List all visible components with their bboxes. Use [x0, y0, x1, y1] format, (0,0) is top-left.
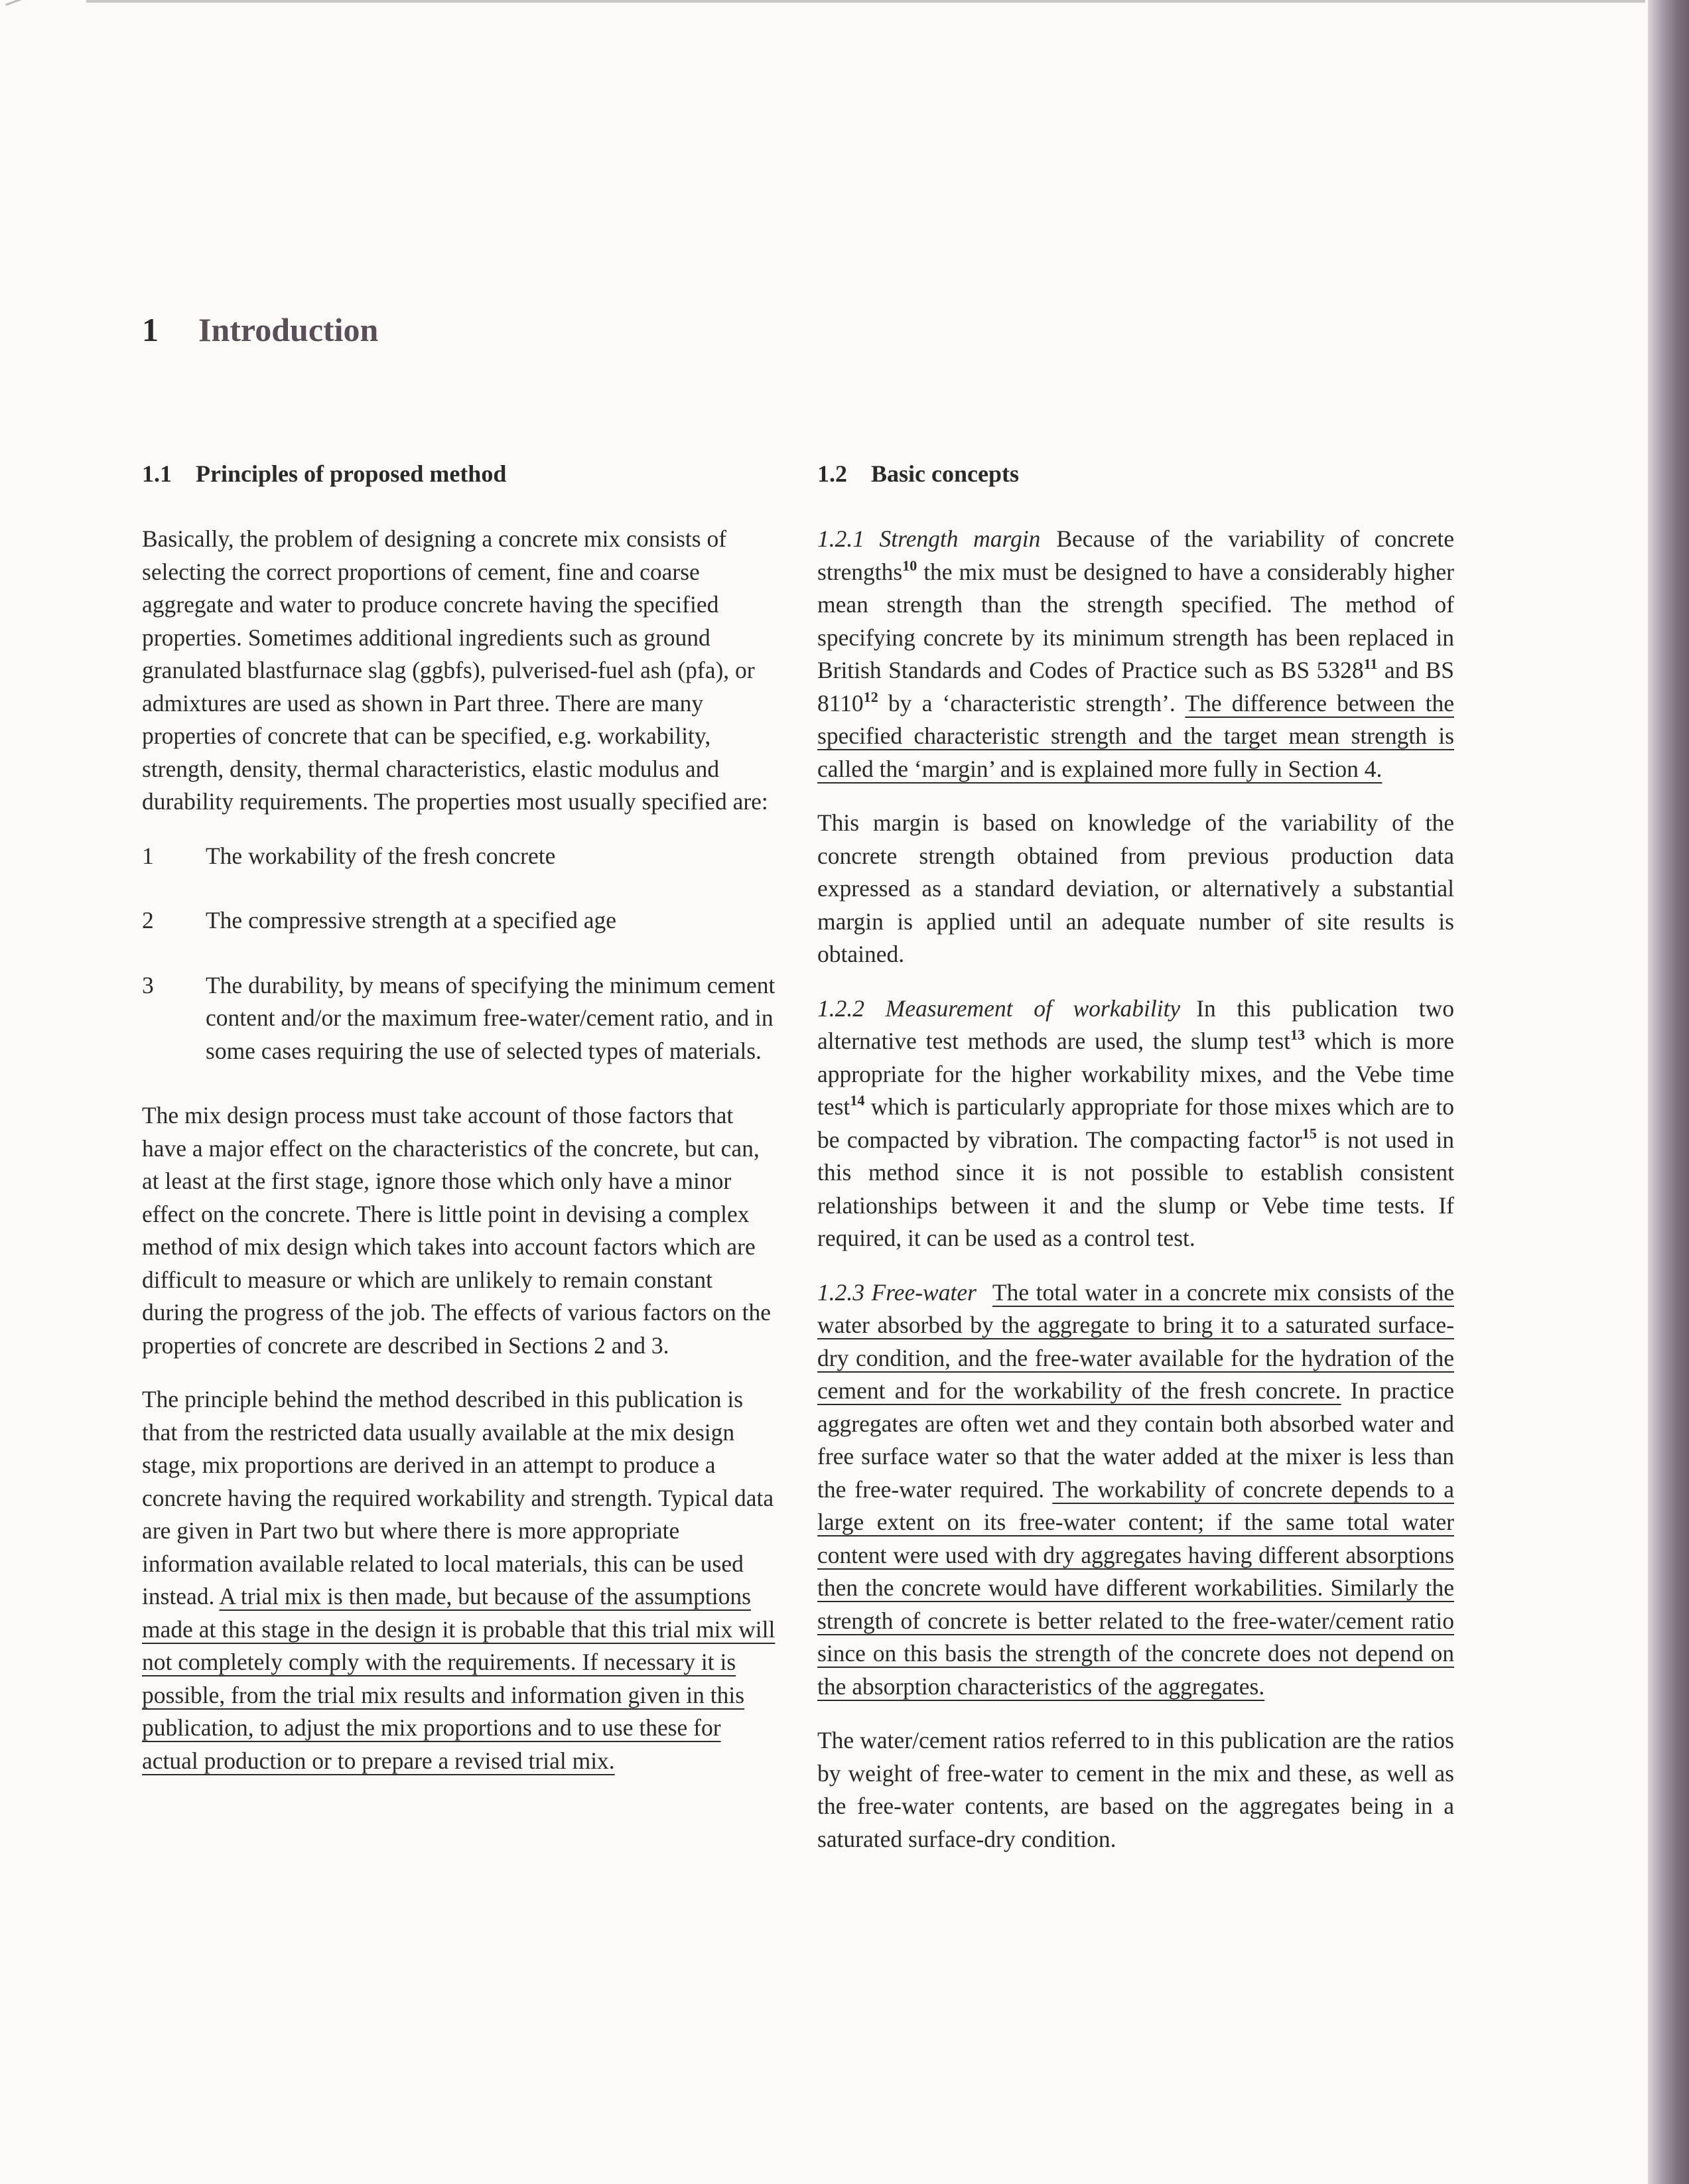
list-text: The durability, by means of specifying the minimum cement content and/or the maximum free-water/cement ratio, and in some cases requiring the use of selected types of materials.	[206, 971, 776, 1064]
chapter-number: 1	[142, 311, 159, 348]
text-run: by a ‘characteristic strength’.	[878, 689, 1185, 717]
free-water-paragraph	[817, 1276, 1454, 1704]
text-run: Because of the variability of concrete strengths	[817, 525, 1454, 585]
text-run: In practice aggregates are often wet and they contain both absorbed water and free surface water so that the water added at the mixer is less than the free-water required.	[817, 1377, 1454, 1503]
workability-underlined-text: The workability of concrete depends to a large extent on its free-water content; if the same total water content were used with dry aggregates having different absorptions then the concrete would have different workabilities. Similarly the strength of concrete is better related to the free-water/cement ratio since on this basis the strength of the concrete does not depend on the absorption characteristics of the aggregates.	[817, 1475, 1454, 1700]
section-number: 1.2	[817, 460, 847, 487]
list-text: The workability of the fresh concrete	[206, 842, 556, 869]
specified-properties-list	[142, 840, 779, 1068]
strength-margin-paragraph	[817, 523, 1454, 785]
text-run: which is particularly appropriate for those mixes which are to be compacted by vibration. The compacting factor	[817, 1093, 1454, 1153]
reference-superscript: 15	[1302, 1125, 1317, 1142]
text-run: In this publication two alternative test methods are used, the slump test	[817, 994, 1454, 1054]
list-item	[142, 840, 779, 873]
reference-superscript: 13	[1290, 1026, 1306, 1043]
section-1-2-heading	[817, 458, 1454, 491]
subsection-title: 1.2.2 Measurement of workability	[817, 994, 1181, 1022]
trial-mix-underlined-text: A trial mix is then made, but because of the assumptions made at this stage in the design it is probable that this trial mix will not completely comply with the requirements.	[142, 1583, 776, 1675]
corner-scan-mark	[5, 0, 71, 31]
list-text: The compressive strength at a specified age	[206, 907, 617, 933]
chapter-heading	[142, 310, 378, 349]
left-column	[142, 458, 779, 1799]
list-number: 3	[142, 971, 154, 998]
text-run: which is more appropriate for the higher workability mixes, and the Vebe time test	[817, 1028, 1454, 1120]
reference-superscript: 11	[1363, 655, 1378, 672]
section-title: Principles of proposed method	[196, 460, 507, 487]
total-water-underlined-text: The total water in a concrete mix consists of the water absorbed by the aggregate to bring it to a saturated surface-dry condition, and the free-water available for the hydration of the cement and for the workability of the fresh concrete.	[817, 1278, 1454, 1404]
list-item	[142, 904, 779, 937]
mix-design-process-paragraph: The mix design process must take account of those factors that have a major effect on the characteristics of the concrete, but can, at least at the first stage, ignore those which only have a minor effect on the concrete. There is little point in devising a complex method of mix design which takes into account factors which are difficult to measure or which are unlikely to remain constant during the progress of the job. The effects of various factors on the properties of concrete are described in Sections 2 and 3.	[142, 1102, 772, 1359]
principle-paragraph	[142, 1383, 779, 1777]
principle-text: The principle behind the method described in this publication is that from the restricted data usually available at the mix design stage, mix proportions are derived in an attempt to produce a concrete having the required workability and strength. Typical data are given in Part two but where there is more appropriate information available related to local materials, this can be used instead.	[142, 1386, 774, 1609]
margin-definition-underlined-text: The difference between the specified characteristic strength and the target mean strength is called the ‘margin’ and is explained more fully in Section 4.	[817, 689, 1454, 782]
text-run: the mix must be designed to have a considerably higher mean strength than the strength specified. The method of specifying concrete by its minimum strength has been replaced in British Standards and Codes of Practice such as BS 5328	[817, 558, 1454, 683]
subsection-title: 1.2.3 Free-water	[817, 1278, 977, 1306]
reference-superscript: 10	[902, 557, 917, 574]
section-number: 1.1	[142, 460, 172, 487]
section-1-1-heading	[142, 458, 779, 491]
section-title: Basic concepts	[871, 460, 1019, 487]
subsection-title: 1.2.1 Strength margin	[817, 525, 1041, 552]
margin-basis-paragraph: This margin is based on knowledge of the variability of the concrete strength obtained from previous production data expressed as a standard deviation, or alternatively a substantial margin is applied until an adequate number of site results is obtained.	[817, 809, 1454, 967]
adjust-mix-underlined-text: If necessary it is possible, from the trial mix results and information given in this publication, to adjust the mix proportions and to use these for actual production or to prepare a revised trial mix.	[142, 1649, 745, 1774]
right-column	[817, 458, 1454, 1877]
page-top-edge	[86, 0, 1645, 3]
water-cement-ratio-paragraph: The water/cement ratios referred to in this publication are the ratios by weight of free-water to cement in the mix and these, as well as the free-water contents, are based on the aggregates being in a saturated surface-dry condition.	[817, 1727, 1454, 1852]
list-number: 2	[142, 907, 154, 933]
reference-superscript: 14	[850, 1092, 865, 1109]
reference-superscript: 12	[863, 688, 878, 705]
list-item	[142, 969, 779, 1068]
book-spine-shadow	[1648, 0, 1689, 2184]
intro-paragraph: Basically, the problem of designing a concrete mix consists of selecting the correct proportions of cement, fine and coarse aggregate and water to produce concrete having the specified properties. Sometimes additional ingredients such as ground granulated blastfurnace slag (ggbfs), pulverised-fuel ash (pfa), or admixtures are used as shown in Part three. There are many properties of concrete that can be specified, e.g. workability, strength, density, thermal characteristics, elastic modulus and durability requirements. The properties most usually specified are:	[142, 525, 768, 815]
workability-paragraph	[817, 992, 1454, 1255]
chapter-title: Introduction	[198, 311, 379, 348]
text-run: is not used in this method since it is not possible to establish consistent relationships between it and the slump or Vebe time tests. If required, it can be used as a control test.	[817, 1126, 1454, 1251]
text-run: and BS 8110	[817, 657, 1454, 717]
list-number: 1	[142, 842, 154, 869]
